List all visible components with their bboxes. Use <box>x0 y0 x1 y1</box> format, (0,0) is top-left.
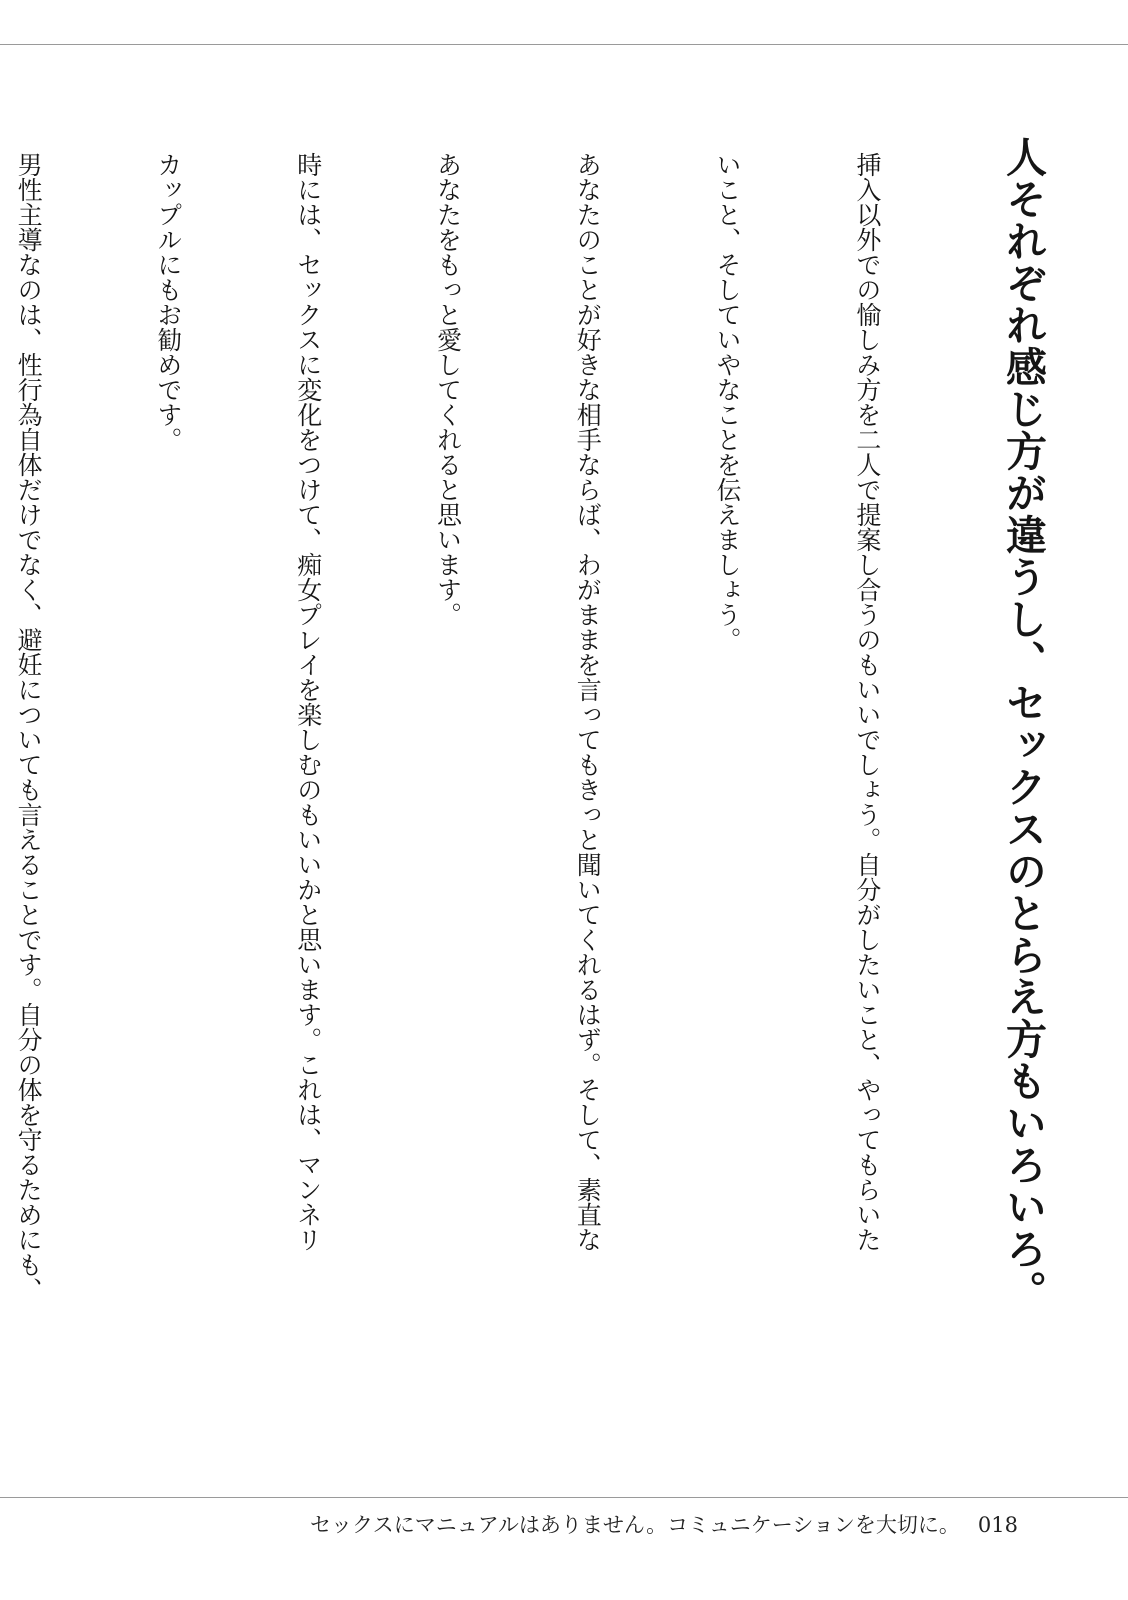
body-line: カップルにもお勧めです。 <box>153 152 183 452</box>
body-line: あなたをもっと愛してくれると思います。 <box>433 152 463 627</box>
top-rule <box>0 44 1128 45</box>
body-line: 時には、セックスに変化をつけて、痴女プレイを楽しむのもいいかと思います。これは、マンネリ <box>293 152 323 1252</box>
body-line: 挿入以外での愉しみ方を二人で提案し合うのもいいでしょう。自分がしたいこと、やってもらいた <box>852 152 882 1252</box>
page-heading: 人それぞれ感じ方が違うし、セックスのとらえ方もいろいろ。 <box>999 136 1047 1312</box>
bottom-rule <box>0 1497 1128 1498</box>
body-line: いこと、そしていやなことを伝えましょう。 <box>713 152 743 652</box>
footer-text: セックスにマニュアルはありません。コミュニケーションを大切に。 <box>309 1513 960 1537</box>
body-line: あなたのことが好きな相手ならば、わがままを言ってもきっと聞いてくれるはず。そして、素直な <box>573 152 603 1252</box>
body-line: 男性主導なのは、性行為自体だけでなく、避妊についても言えることです。自分の体を守るためにも、 <box>14 152 44 1302</box>
running-footer <box>310 1510 1018 1540</box>
page-number: 018 <box>977 1513 1018 1537</box>
body-text <box>0 152 983 1332</box>
